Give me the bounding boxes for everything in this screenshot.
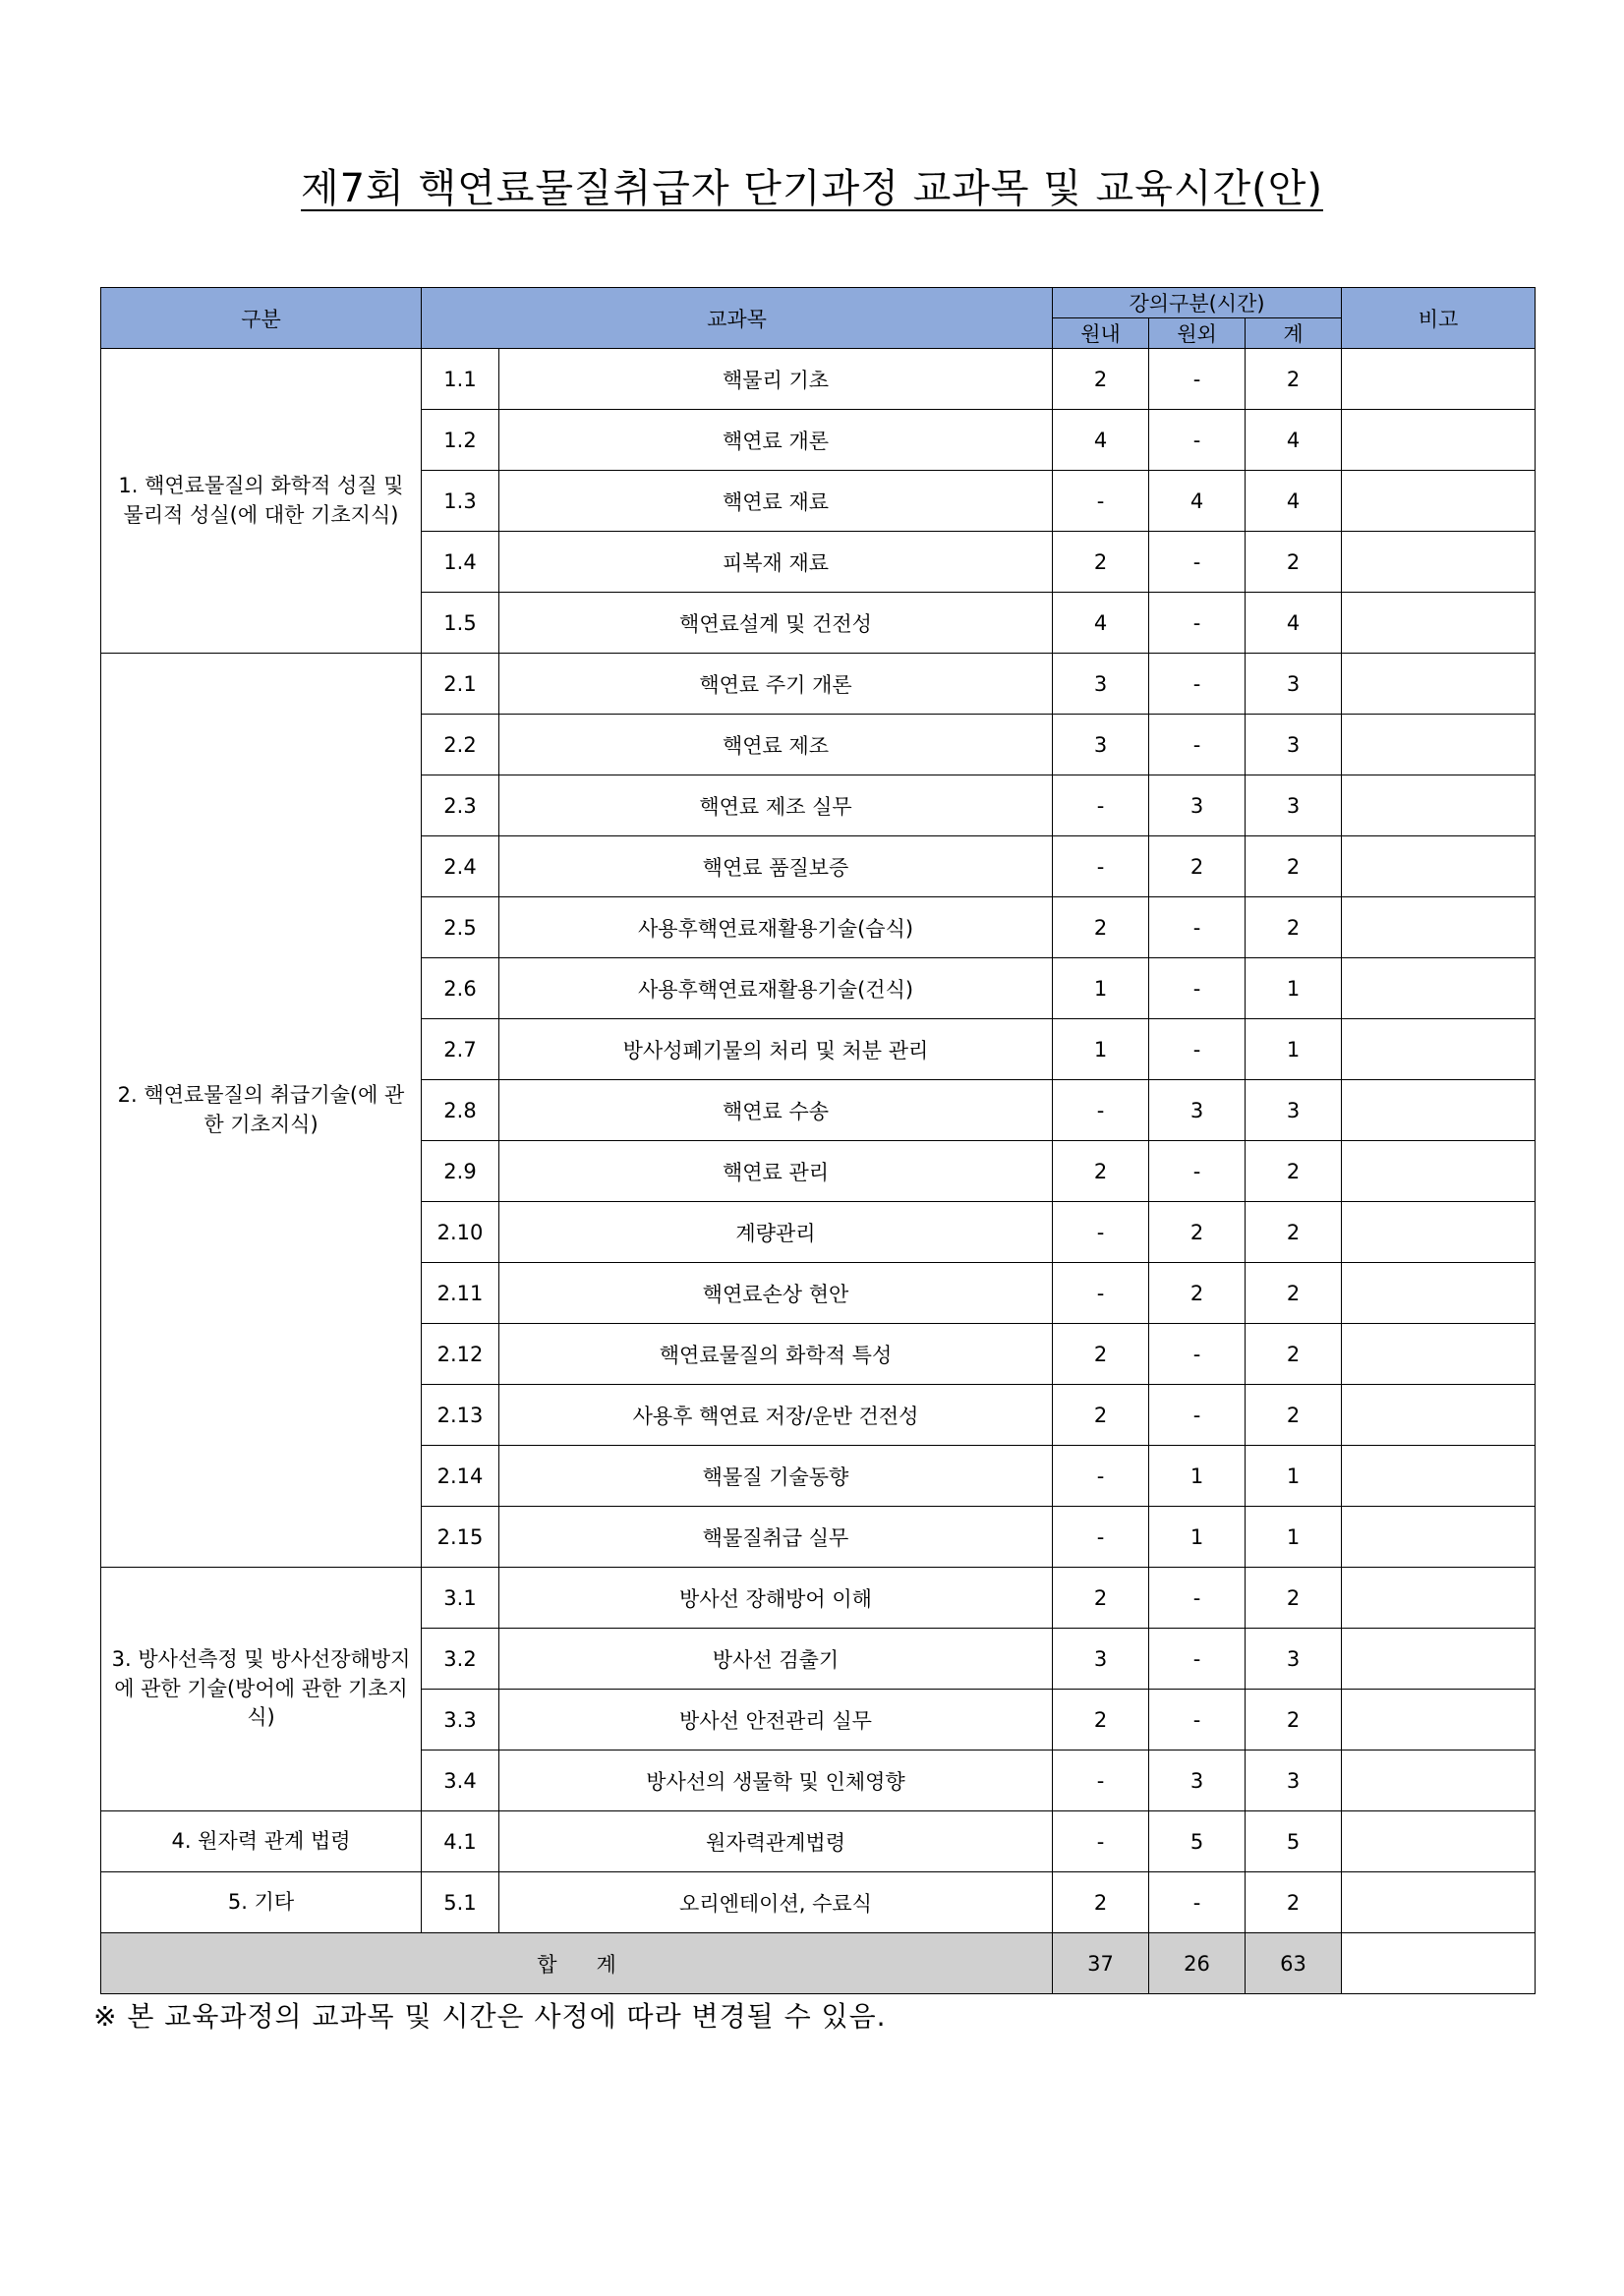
header-category: 구분 <box>101 288 422 349</box>
row-number: 2.8 <box>422 1080 499 1141</box>
row-notes <box>1342 471 1536 532</box>
category-cell: 5. 기타 <box>101 1872 422 1933</box>
row-number: 2.1 <box>422 654 499 715</box>
row-number: 2.2 <box>422 715 499 775</box>
row-total-hours: 4 <box>1246 410 1342 471</box>
row-subject: 방사성폐기물의 처리 및 처분 관리 <box>499 1019 1053 1080</box>
row-internal-hours: - <box>1053 471 1149 532</box>
row-internal-hours: 3 <box>1053 1629 1149 1690</box>
row-total-hours: 2 <box>1246 1202 1342 1263</box>
row-internal-hours: - <box>1053 1446 1149 1507</box>
row-notes <box>1342 654 1536 715</box>
row-external-hours: 1 <box>1149 1446 1246 1507</box>
row-notes <box>1342 897 1536 958</box>
row-internal-hours: 3 <box>1053 715 1149 775</box>
row-number: 2.9 <box>422 1141 499 1202</box>
row-number: 1.4 <box>422 532 499 593</box>
row-total-hours: 4 <box>1246 471 1342 532</box>
table-row <box>101 654 1536 715</box>
category-cell: 1. 핵연료물질의 화학적 성질 및 물리적 성실(에 대한 기초지식) <box>101 349 422 654</box>
row-notes <box>1342 836 1536 897</box>
row-notes <box>1342 1019 1536 1080</box>
row-notes <box>1342 1324 1536 1385</box>
table-row <box>101 349 1536 410</box>
row-external-hours: - <box>1149 958 1246 1019</box>
row-internal-hours: 2 <box>1053 1141 1149 1202</box>
row-number: 2.10 <box>422 1202 499 1263</box>
header-lecture-group: 강의구분(시간) <box>1053 288 1342 318</box>
row-number: 1.1 <box>422 349 499 410</box>
row-notes <box>1342 1629 1536 1690</box>
row-subject: 핵연료물질의 화학적 특성 <box>499 1324 1053 1385</box>
row-internal-hours: - <box>1053 1751 1149 1811</box>
row-subject: 오리엔테이션, 수료식 <box>499 1872 1053 1933</box>
row-number: 2.12 <box>422 1324 499 1385</box>
row-notes <box>1342 1811 1536 1872</box>
totals-external: 26 <box>1149 1933 1246 1994</box>
totals-internal: 37 <box>1053 1933 1149 1994</box>
row-total-hours: 1 <box>1246 1446 1342 1507</box>
row-notes <box>1342 532 1536 593</box>
row-external-hours: - <box>1149 1141 1246 1202</box>
row-internal-hours: - <box>1053 1080 1149 1141</box>
row-notes <box>1342 593 1536 654</box>
row-external-hours: 2 <box>1149 836 1246 897</box>
row-total-hours: 2 <box>1246 897 1342 958</box>
row-number: 3.1 <box>422 1568 499 1629</box>
row-notes <box>1342 1141 1536 1202</box>
row-number: 4.1 <box>422 1811 499 1872</box>
row-internal-hours: - <box>1053 1202 1149 1263</box>
row-subject: 핵연료설계 및 건전성 <box>499 593 1053 654</box>
row-notes <box>1342 1263 1536 1324</box>
row-subject: 사용후핵연료재활용기술(건식) <box>499 958 1053 1019</box>
footnote: ※ 본 교육과정의 교과목 및 시간은 사정에 따라 변경될 수 있음. <box>93 2000 887 2033</box>
row-external-hours: - <box>1149 410 1246 471</box>
row-notes <box>1342 1751 1536 1811</box>
row-internal-hours: 2 <box>1053 1385 1149 1446</box>
row-subject: 핵물질취급 실무 <box>499 1507 1053 1568</box>
row-subject: 핵연료손상 현안 <box>499 1263 1053 1324</box>
row-external-hours: - <box>1149 1568 1246 1629</box>
row-notes <box>1342 1872 1536 1933</box>
row-subject: 방사선 검출기 <box>499 1629 1053 1690</box>
row-total-hours: 2 <box>1246 1263 1342 1324</box>
row-notes <box>1342 958 1536 1019</box>
row-internal-hours: - <box>1053 775 1149 836</box>
row-subject: 핵연료 개론 <box>499 410 1053 471</box>
row-total-hours: 1 <box>1246 1019 1342 1080</box>
row-external-hours: - <box>1149 715 1246 775</box>
row-external-hours: - <box>1149 532 1246 593</box>
table-body <box>101 349 1536 1994</box>
row-number: 2.6 <box>422 958 499 1019</box>
row-internal-hours: 2 <box>1053 532 1149 593</box>
row-internal-hours: 2 <box>1053 1568 1149 1629</box>
row-total-hours: 2 <box>1246 1690 1342 1751</box>
row-external-hours: - <box>1149 593 1246 654</box>
row-external-hours: - <box>1149 349 1246 410</box>
row-internal-hours: 2 <box>1053 349 1149 410</box>
table-row <box>101 1568 1536 1629</box>
row-notes <box>1342 349 1536 410</box>
row-external-hours: - <box>1149 1385 1246 1446</box>
row-internal-hours: 2 <box>1053 1690 1149 1751</box>
row-total-hours: 2 <box>1246 1324 1342 1385</box>
row-external-hours: - <box>1149 897 1246 958</box>
row-notes <box>1342 1690 1536 1751</box>
row-subject: 핵연료 수송 <box>499 1080 1053 1141</box>
row-internal-hours: - <box>1053 1263 1149 1324</box>
row-total-hours: 2 <box>1246 836 1342 897</box>
row-total-hours: 3 <box>1246 1629 1342 1690</box>
row-internal-hours: 2 <box>1053 1324 1149 1385</box>
row-subject: 핵연료 제조 실무 <box>499 775 1053 836</box>
row-total-hours: 1 <box>1246 1507 1342 1568</box>
row-notes <box>1342 1385 1536 1446</box>
row-notes <box>1342 1080 1536 1141</box>
row-internal-hours: 2 <box>1053 897 1149 958</box>
totals-notes <box>1342 1933 1536 1994</box>
row-notes <box>1342 1507 1536 1568</box>
row-number: 3.2 <box>422 1629 499 1690</box>
row-total-hours: 2 <box>1246 1568 1342 1629</box>
row-subject: 방사선 안전관리 실무 <box>499 1690 1053 1751</box>
row-number: 2.3 <box>422 775 499 836</box>
table-row <box>101 1872 1536 1933</box>
row-external-hours: 3 <box>1149 1751 1246 1811</box>
row-total-hours: 2 <box>1246 1872 1342 1933</box>
row-notes <box>1342 1202 1536 1263</box>
row-number: 2.7 <box>422 1019 499 1080</box>
row-number: 2.11 <box>422 1263 499 1324</box>
row-external-hours: - <box>1149 1324 1246 1385</box>
row-total-hours: 4 <box>1246 593 1342 654</box>
row-number: 3.4 <box>422 1751 499 1811</box>
row-external-hours: - <box>1149 1690 1246 1751</box>
row-number: 1.5 <box>422 593 499 654</box>
row-subject: 핵물질 기술동향 <box>499 1446 1053 1507</box>
row-total-hours: 2 <box>1246 532 1342 593</box>
row-subject: 계량관리 <box>499 1202 1053 1263</box>
header-subject: 교과목 <box>422 288 1053 349</box>
row-subject: 핵물리 기초 <box>499 349 1053 410</box>
category-cell: 3. 방사선측정 및 방사선장해방지에 관한 기술(방어에 관한 기초지식) <box>101 1568 422 1811</box>
row-notes <box>1342 1568 1536 1629</box>
row-external-hours: - <box>1149 1872 1246 1933</box>
row-number: 5.1 <box>422 1872 499 1933</box>
row-internal-hours: - <box>1053 1507 1149 1568</box>
row-number: 2.5 <box>422 897 499 958</box>
row-number: 2.14 <box>422 1446 499 1507</box>
row-notes <box>1342 775 1536 836</box>
row-external-hours: - <box>1149 654 1246 715</box>
document-title-text: 제7회 핵연료물질취급자 단기과정 교과목 및 교육시간(안) <box>301 166 1323 211</box>
row-total-hours: 3 <box>1246 775 1342 836</box>
row-number: 3.3 <box>422 1690 499 1751</box>
row-total-hours: 3 <box>1246 715 1342 775</box>
row-subject: 핵연료 제조 <box>499 715 1053 775</box>
row-number: 2.4 <box>422 836 499 897</box>
row-external-hours: - <box>1149 1019 1246 1080</box>
row-number: 1.3 <box>422 471 499 532</box>
document-title <box>0 157 1624 213</box>
row-internal-hours: 4 <box>1053 410 1149 471</box>
row-total-hours: 1 <box>1246 958 1342 1019</box>
totals-label: 합 계 <box>101 1933 1053 1994</box>
category-cell: 4. 원자력 관계 법령 <box>101 1811 422 1872</box>
row-external-hours: 5 <box>1149 1811 1246 1872</box>
row-notes <box>1342 715 1536 775</box>
category-cell: 2. 핵연료물질의 취급기술(에 관한 기초지식) <box>101 654 422 1568</box>
row-total-hours: 2 <box>1246 1141 1342 1202</box>
row-subject: 방사선 장해방어 이해 <box>499 1568 1053 1629</box>
row-notes <box>1342 1446 1536 1507</box>
header-notes: 비고 <box>1342 288 1536 349</box>
row-external-hours: 3 <box>1149 775 1246 836</box>
row-internal-hours: - <box>1053 1811 1149 1872</box>
header-external: 원외 <box>1149 318 1246 349</box>
row-internal-hours: - <box>1053 836 1149 897</box>
row-external-hours: - <box>1149 1629 1246 1690</box>
row-subject: 핵연료 주기 개론 <box>499 654 1053 715</box>
row-external-hours: 4 <box>1149 471 1246 532</box>
row-external-hours: 2 <box>1149 1202 1246 1263</box>
table-header <box>101 288 1536 349</box>
row-total-hours: 5 <box>1246 1811 1342 1872</box>
row-subject: 핵연료 품질보증 <box>499 836 1053 897</box>
row-total-hours: 3 <box>1246 1751 1342 1811</box>
row-subject: 피복재 재료 <box>499 532 1053 593</box>
row-internal-hours: 2 <box>1053 1872 1149 1933</box>
header-total: 계 <box>1246 318 1342 349</box>
row-subject: 사용후 핵연료 저장/운반 건전성 <box>499 1385 1053 1446</box>
row-internal-hours: 1 <box>1053 958 1149 1019</box>
row-external-hours: 1 <box>1149 1507 1246 1568</box>
row-subject: 핵연료 재료 <box>499 471 1053 532</box>
row-subject: 핵연료 관리 <box>499 1141 1053 1202</box>
table-row <box>101 1811 1536 1872</box>
row-number: 2.13 <box>422 1385 499 1446</box>
row-internal-hours: 3 <box>1053 654 1149 715</box>
row-subject: 원자력관계법령 <box>499 1811 1053 1872</box>
row-total-hours: 2 <box>1246 349 1342 410</box>
row-number: 2.15 <box>422 1507 499 1568</box>
totals-total: 63 <box>1246 1933 1342 1994</box>
row-total-hours: 3 <box>1246 654 1342 715</box>
row-external-hours: 3 <box>1149 1080 1246 1141</box>
row-total-hours: 2 <box>1246 1385 1342 1446</box>
row-number: 1.2 <box>422 410 499 471</box>
row-subject: 방사선의 생물학 및 인체영향 <box>499 1751 1053 1811</box>
row-total-hours: 3 <box>1246 1080 1342 1141</box>
row-external-hours: 2 <box>1149 1263 1246 1324</box>
row-subject: 사용후핵연료재활용기술(습식) <box>499 897 1053 958</box>
totals-row <box>101 1933 1536 1994</box>
row-internal-hours: 1 <box>1053 1019 1149 1080</box>
header-internal: 원내 <box>1053 318 1149 349</box>
row-internal-hours: 4 <box>1053 593 1149 654</box>
row-notes <box>1342 410 1536 471</box>
course-table <box>100 287 1536 1994</box>
